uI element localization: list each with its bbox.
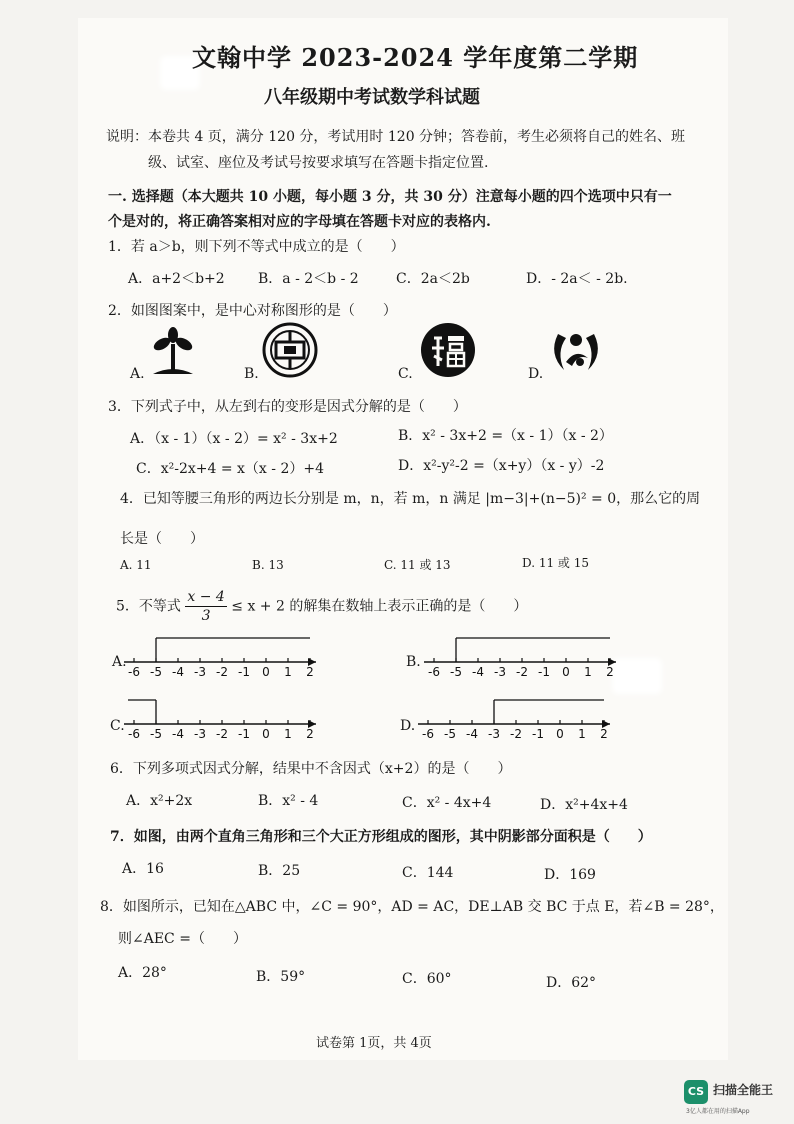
- question-8-option-a: A．28°: [118, 965, 167, 981]
- question-7-option-d: D．169: [544, 867, 596, 883]
- question-7-option-a: A．16: [122, 861, 164, 877]
- tick-label: -2: [516, 665, 528, 679]
- question-6-option-c: C．x² - 4x+4: [402, 795, 492, 811]
- fortune-character-icon: [420, 322, 476, 378]
- section-heading-line-2: 个是对的，将正确答案相对应的字母填在答题卡对应的表格内.: [108, 214, 491, 230]
- tick-label: -4: [172, 727, 184, 741]
- tick-label: -3: [194, 727, 206, 741]
- question-8-option-b: B．59°: [256, 969, 306, 985]
- tick-label: -6: [128, 727, 140, 741]
- exam-subtitle: 八年级期中考试数学科试题: [264, 87, 480, 108]
- tick-label: -1: [538, 665, 550, 679]
- tick-label: 0: [556, 727, 564, 741]
- tick-label: -6: [428, 665, 440, 679]
- question-5-option-a: A.: [112, 654, 127, 670]
- coin-seal-icon: [262, 322, 318, 378]
- tick-label: -4: [172, 665, 184, 679]
- tick-label: -5: [444, 727, 456, 741]
- tick-label: -5: [150, 727, 162, 741]
- scanner-logo-badge: CS: [684, 1080, 708, 1104]
- tick-label: -1: [238, 727, 250, 741]
- instructions-line-1: 说明：本卷共 4 页，满分 120 分，考试用时 120 分钟；答卷前，考生必须将自己的姓名、班: [106, 129, 686, 145]
- question-1-option-b: B．a - 2＜b - 2: [258, 271, 359, 287]
- question-5-stem-prefix: 5．不等式: [116, 598, 181, 615]
- tick-label: -4: [466, 727, 478, 741]
- question-3-option-a: A．（x - 1）（x - 2）= x² - 3x+2: [130, 431, 338, 447]
- question-2-option-b: B.: [244, 366, 259, 382]
- question-8-stem-continued: 则∠AEC =（ ）: [118, 931, 247, 947]
- question-2-option-d: D.: [528, 366, 544, 382]
- question-1-option-a: A．a+2＜b+2: [128, 271, 225, 287]
- question-4-option-d: D. 11 或 15: [522, 556, 589, 570]
- question-6-option-b: B．x² - 4: [258, 793, 319, 809]
- tick-label: -2: [216, 665, 228, 679]
- tick-label: -2: [216, 727, 228, 741]
- tick-label: 2: [606, 665, 614, 679]
- tick-label: -6: [128, 665, 140, 679]
- tick-label: -1: [238, 665, 250, 679]
- page-footer: 试卷第 1页，共 4页: [316, 1036, 432, 1051]
- question-6-stem: 6．下列多项式因式分解，结果中不含因式（x+2）的是（ ）: [110, 761, 512, 777]
- tick-label: 0: [262, 665, 270, 679]
- question-1-option-d: D．- 2a＜ - 2b.: [526, 271, 628, 287]
- question-2-option-c: C.: [398, 366, 413, 382]
- tick-label: 0: [262, 727, 270, 741]
- question-4-option-c: C. 11 或 13: [384, 558, 451, 572]
- question-2-option-a: A.: [130, 366, 145, 382]
- question-3-stem: 3．下列式子中，从左到右的变形是因式分解的是（ ）: [108, 399, 467, 415]
- question-3-option-b: B．x² - 3x+2 =（x - 1）（x - 2）: [398, 428, 613, 444]
- tick-label: 2: [306, 665, 314, 679]
- fraction-denominator: 3: [201, 608, 211, 624]
- tick-label: 1: [284, 665, 292, 679]
- tick-label: -5: [450, 665, 462, 679]
- section-heading-line-1: 一. 选择题（本大题共 10 小题，每小题 3 分，共 30 分）注意每小题的四个选项中只有一: [108, 189, 672, 205]
- question-5-option-c: C.: [110, 718, 125, 734]
- tick-label: 2: [600, 727, 608, 741]
- instructions-line-2: 级、试室、座位及考试号按要求填写在答题卡指定位置.: [148, 155, 489, 171]
- question-1-option-c: C．2a＜2b: [396, 271, 470, 287]
- question-4-option-b: B. 13: [252, 558, 284, 572]
- question-5-stem-suffix: ≤ x + 2 的解集在数轴上表示正确的是（ ）: [231, 598, 528, 615]
- inequality-fraction: [185, 588, 226, 625]
- swirl-emblem-icon: [548, 326, 604, 376]
- question-5-stem: [116, 588, 527, 625]
- tick-label: 1: [578, 727, 586, 741]
- tick-label: -5: [150, 665, 162, 679]
- question-7-option-b: B．25: [258, 863, 301, 879]
- tick-label: -3: [194, 665, 206, 679]
- question-4-stem: 4．已知等腰三角形的两边长分别是 m，n，若 m，n 满足 |m−3|+(n−5)² = 0，那么它的周: [120, 491, 701, 507]
- tick-label: -6: [422, 727, 434, 741]
- tick-label: 1: [584, 665, 592, 679]
- question-3-option-c: C．x²-2x+4 = x（x - 2）+4: [136, 461, 324, 477]
- question-8-option-d: D．62°: [546, 975, 597, 991]
- tick-label: -1: [532, 727, 544, 741]
- tick-label: -3: [488, 727, 500, 741]
- tick-label: -3: [494, 665, 506, 679]
- number-line-c: [124, 692, 324, 742]
- scanner-app-slogan: 3亿人都在用的扫描App: [686, 1108, 750, 1115]
- question-8-stem: 8．如图所示，已知在△ABC 中，∠C = 90°，AD = AC，DE⊥AB 交 BC 于点 E，若∠B = 28°，: [100, 899, 724, 915]
- question-5-option-b: B.: [406, 654, 421, 670]
- question-2-stem: 2．如图图案中，是中心对称图形的是（ ）: [108, 303, 397, 319]
- question-6-option-d: D．x²+4x+4: [540, 797, 628, 813]
- tick-label: -2: [510, 727, 522, 741]
- question-7-stem: 7．如图，由两个直角三角形和三个大正方形组成的图形，其中阴影部分面积是（ ）: [110, 829, 652, 845]
- question-6-option-a: A．x²+2x: [126, 793, 193, 809]
- question-1-stem: 1．若 a＞b，则下列不等式中成立的是（ ）: [108, 239, 405, 255]
- scanner-app-name: 扫描全能王: [713, 1083, 774, 1097]
- number-line-b: [424, 630, 624, 680]
- question-5-option-d: D.: [400, 718, 416, 734]
- question-3-option-d: D．x²-y²-2 =（x+y）（x - y）-2: [398, 458, 605, 474]
- question-7-option-c: C．144: [402, 865, 454, 881]
- question-4-option-a: A. 11: [120, 558, 152, 572]
- sprout-icon: [150, 326, 196, 376]
- tick-label: -4: [472, 665, 484, 679]
- fraction-numerator: x − 4: [187, 589, 225, 605]
- number-line-a: [124, 630, 324, 680]
- question-4-stem-continued: 长是（ ）: [120, 531, 204, 547]
- question-8-option-c: C．60°: [402, 971, 452, 987]
- number-line-d: [418, 692, 618, 742]
- tick-label: 2: [306, 727, 314, 741]
- tick-label: 0: [562, 665, 570, 679]
- exam-title: 文翰中学 2023-2024 学年度第二学期: [192, 43, 639, 72]
- tick-label: 1: [284, 727, 292, 741]
